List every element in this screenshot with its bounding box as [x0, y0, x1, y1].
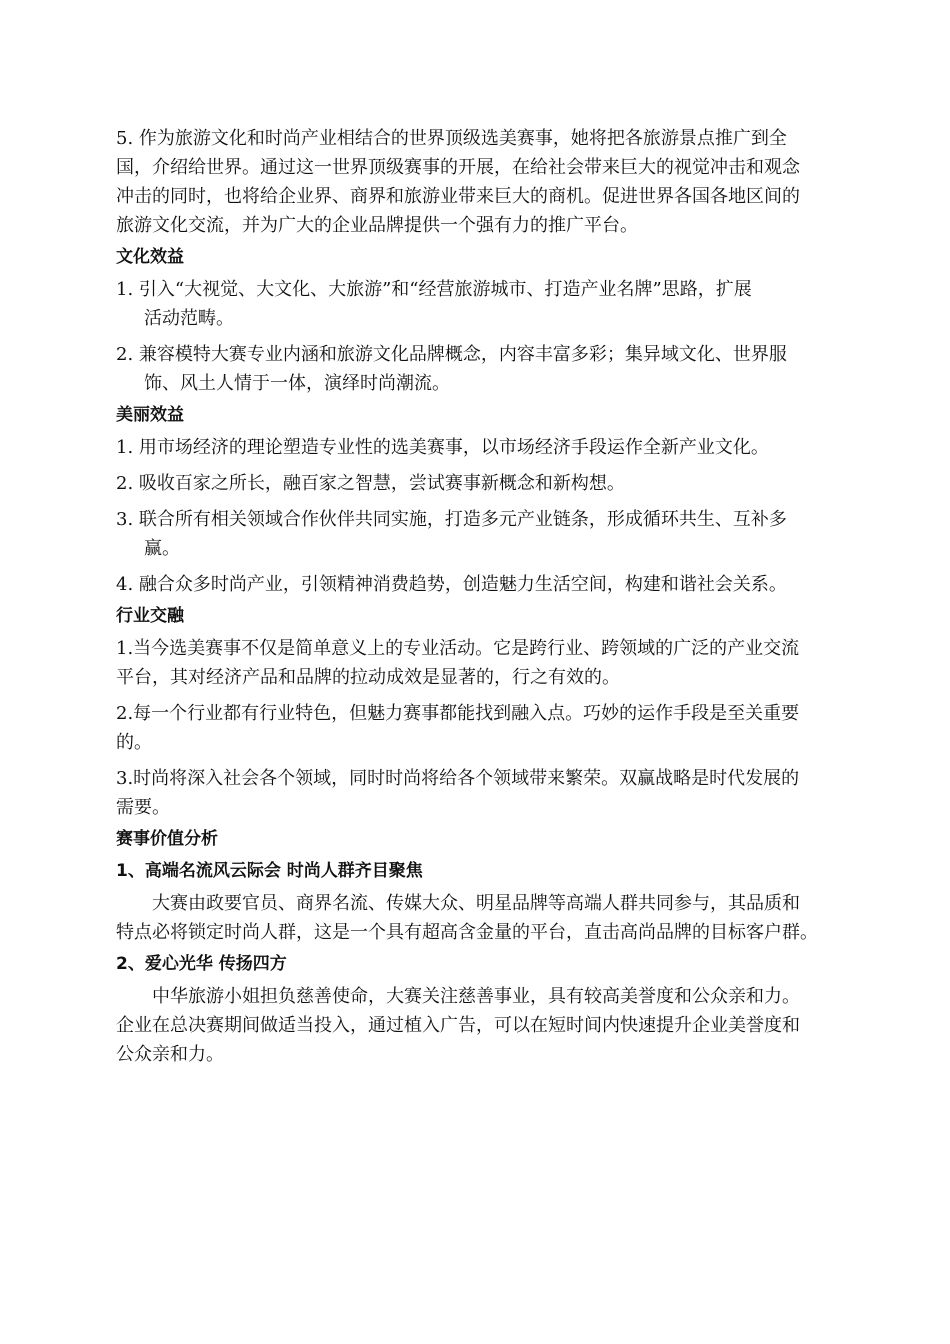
text-line: 大赛由政要官员、商界名流、传媒大众、明星品牌等高端人群共同参与，其品质和 — [152, 893, 800, 914]
intro-paragraph — [116, 124, 856, 240]
text-line: 3.时尚将深入社会各个领域，同时时尚将给各个领域带来繁荣。双赢战略是时代发展的 — [116, 768, 800, 789]
text-line: 1.当今选美赛事不仅是简单意义上的专业活动。它是跨行业、跨领域的广泛的产业交流 — [116, 638, 800, 659]
text-line: 国，介绍给世界。通过这一世界顶级赛事的开展，在给社会带来巨大的视觉冲击和观念 — [116, 157, 800, 178]
paragraph — [116, 982, 856, 1069]
text-line: 活动范畴。 — [144, 308, 234, 329]
list-item — [116, 570, 856, 599]
list-item — [116, 469, 856, 498]
text-line: 公众亲和力。 — [116, 1044, 224, 1065]
subsection-heading-elite: 1、高端名流风云际会 时尚人群齐目聚焦 — [116, 861, 423, 881]
text-line: 1. 用市场经济的理论塑造专业性的选美赛事，以市场经济手段运作全新产业文化。 — [116, 437, 769, 458]
subsection-heading-charity: 2、爱心光华 传扬四方 — [116, 954, 287, 974]
document-body — [116, 124, 856, 1069]
text-line: 冲击的同时，也将给企业界、商界和旅游业带来巨大的商机。促进世界各国各地区间的 — [116, 186, 800, 207]
text-line: 需要。 — [116, 797, 170, 818]
text-line: 4. 融合众多时尚产业，引领精神消费趋势，创造魅力生活空间，构建和谐社会关系。 — [116, 574, 787, 595]
text-line: 3. 联合所有相关领域合作伙伴共同实施，打造多元产业链条，形成循环共生、互补多 — [116, 509, 787, 530]
text-line: 2.每一个行业都有行业特色，但魅力赛事都能找到融入点。巧妙的运作手段是至关重要 — [116, 703, 800, 724]
text-line: 中华旅游小姐担负慈善使命，大赛关注慈善事业，具有较高美誉度和公众亲和力。 — [152, 986, 800, 1007]
list-item — [116, 275, 856, 333]
list-item — [116, 634, 856, 692]
section-heading-industry: 行业交融 — [116, 606, 184, 626]
text-line: 5. 作为旅游文化和时尚产业相结合的世界顶级选美赛事，她将把各旅游景点推广到全 — [116, 128, 787, 149]
text-line: 旅游文化交流，并为广大的企业品牌提供一个强有力的推广平台。 — [116, 215, 638, 236]
text-line: 企业在总决赛期间做适当投入，通过植入广告，可以在短时间内快速提升企业美誉度和 — [116, 1015, 800, 1036]
text-line: 的。 — [116, 732, 152, 753]
list-item — [116, 764, 856, 822]
list-item — [116, 340, 856, 398]
section-heading-value: 赛事价值分析 — [116, 829, 218, 849]
text-line: 2. 兼容模特大赛专业内涵和旅游文化品牌概念，内容丰富多彩；集异域文化、世界服 — [116, 344, 787, 365]
text-line: 饰、风土人情于一体，演绎时尚潮流。 — [144, 373, 450, 394]
section-heading-beauty: 美丽效益 — [116, 405, 184, 425]
text-line: 平台，其对经济产品和品牌的拉动成效是显著的，行之有效的。 — [116, 667, 620, 688]
text-line: 特点必将锁定时尚人群，这是一个具有超高含金量的平台，直击高尚品牌的目标客户群。 — [116, 922, 818, 943]
paragraph — [116, 889, 856, 947]
text-line: 2. 吸收百家之所长，融百家之智慧，尝试赛事新概念和新构想。 — [116, 473, 625, 494]
list-item — [116, 699, 856, 757]
list-item — [116, 433, 856, 462]
text-line: 赢。 — [144, 538, 180, 559]
text-line: 1. 引入“大视觉、大文化、大旅游”和“经营旅游城市、打造产业名牌”思路，扩展 — [116, 279, 752, 300]
section-heading-culture: 文化效益 — [116, 247, 184, 267]
list-item — [116, 505, 856, 563]
